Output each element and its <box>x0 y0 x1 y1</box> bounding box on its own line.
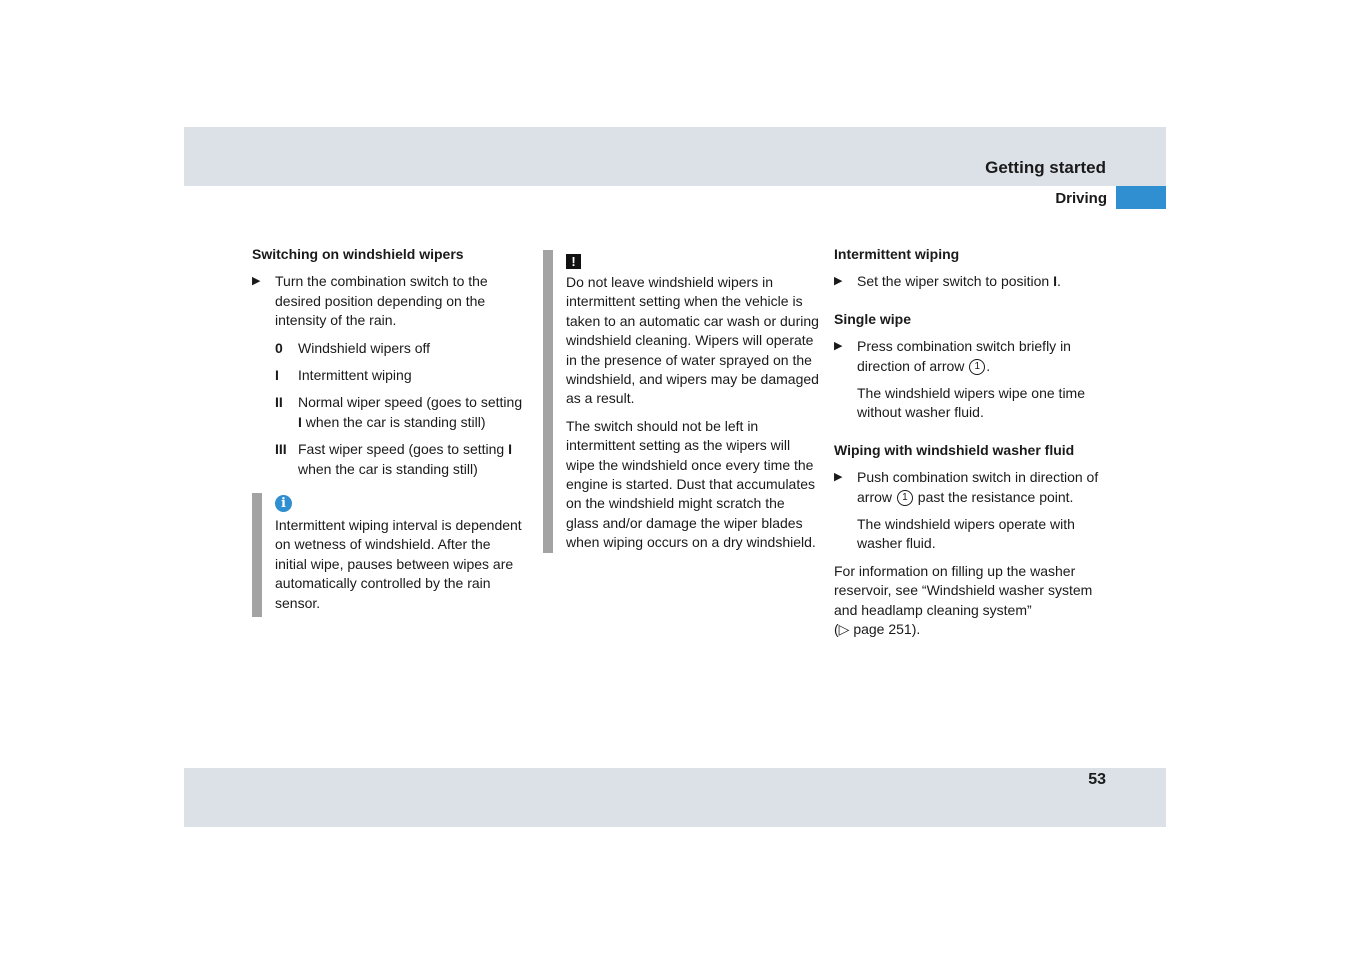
step-text: Push combination switch in direction of arrow <box>857 469 1099 505</box>
setting-item <box>252 440 526 479</box>
setting-text: when the car is standing still) <box>301 413 486 430</box>
setting-text: when the car is standing still) <box>298 460 478 477</box>
setting-bold: I <box>508 441 512 458</box>
heading-intermittent-wiping: Intermittent wiping <box>834 246 960 262</box>
info-note <box>252 493 526 617</box>
step-text: Set the wiper switch to position <box>857 273 1054 290</box>
column-3 <box>834 245 1114 648</box>
info-icon: i <box>275 495 292 512</box>
notice-bar <box>252 493 262 617</box>
setting-item <box>252 393 526 432</box>
warning-icon: ! <box>566 254 581 269</box>
setting-symbol: II <box>275 394 283 411</box>
setting-text: Fast wiper speed (goes to setting <box>298 441 509 458</box>
bullet-triangle-icon: ▶ <box>834 340 843 353</box>
page-reference-link[interactable]: (▷ page 251). <box>834 621 921 638</box>
result-text: The windshield wipers wipe one time without washer fluid. <box>857 385 1085 421</box>
notice-bar <box>543 250 553 553</box>
arrow-number-circle-icon: 1 <box>969 359 985 375</box>
reference-paragraph <box>834 562 1114 640</box>
bullet-triangle-icon: ▶ <box>834 275 843 288</box>
warning-text-1: Do not leave windshield wipers in intermittent setting when the vehicle is taken to an automatic car wash or during windshield cleaning. Wipers will operate in the presence of water sprayed on the windshield, and wipers may be damaged as a result. <box>566 274 819 407</box>
subsection-title: Driving <box>1055 190 1107 207</box>
setting-symbol: I <box>275 367 279 384</box>
step-text: . <box>1057 273 1061 290</box>
footer-band <box>184 768 1166 827</box>
setting-symbol: III <box>275 441 287 458</box>
setting-text: Intermittent wiping <box>298 367 412 384</box>
column-2 <box>543 245 819 557</box>
info-note-text: Intermittent wiping interval is dependent on wetness of windshield. After the initial wipe, pauses between wipes are automatically controlled by the rain sensor. <box>275 517 522 611</box>
step-text: . <box>986 357 991 374</box>
heading-single-wipe: Single wipe <box>834 310 912 327</box>
step-text: Turn the combination switch to the desired position depending on the intensity of the rain. <box>275 273 488 329</box>
section-title: Getting started <box>985 158 1106 177</box>
arrow-number-circle-icon: 1 <box>897 490 913 506</box>
step-item <box>834 272 1114 291</box>
step-item <box>834 468 1114 507</box>
reference-text: For information on filling up the washer reservoir, see “Windshield washer system and headlamp cleaning system” <box>834 562 1093 618</box>
page-number: 53 <box>1088 771 1106 788</box>
step-text: Press combination switch briefly in direction of arrow <box>857 338 1071 374</box>
step-item <box>252 272 526 330</box>
setting-symbol: 0 <box>275 339 283 356</box>
warning-note <box>543 250 819 553</box>
setting-item <box>252 339 526 358</box>
step-bold: I <box>1053 273 1057 290</box>
heading-switching-on-wipers: Switching on windshield wipers <box>252 246 464 262</box>
warning-text-2: The switch should not be left in intermittent setting as the wipers will wipe the windshield once every time the engine is started. Dust that accumulates on the windshield might scratch the glass and/or damage the wiper blades when wiping occurs on a dry windshield. <box>566 417 816 551</box>
heading-wiping-with-washer-fluid: Wiping with windshield washer fluid <box>834 441 1075 458</box>
column-1 <box>252 245 526 617</box>
bullet-triangle-icon: ▶ <box>252 275 261 288</box>
setting-text: Windshield wipers off <box>298 339 431 356</box>
setting-bold: I <box>298 413 302 430</box>
step-item <box>834 337 1114 376</box>
step-text: past the resistance point. <box>913 488 1074 505</box>
result-text: The windshield wipers operate with washer fluid. <box>857 516 1075 552</box>
chapter-tab <box>1116 186 1166 209</box>
bullet-triangle-icon: ▶ <box>834 471 843 484</box>
setting-text: Normal wiper speed (goes to setting <box>298 394 523 411</box>
setting-item <box>252 366 526 385</box>
